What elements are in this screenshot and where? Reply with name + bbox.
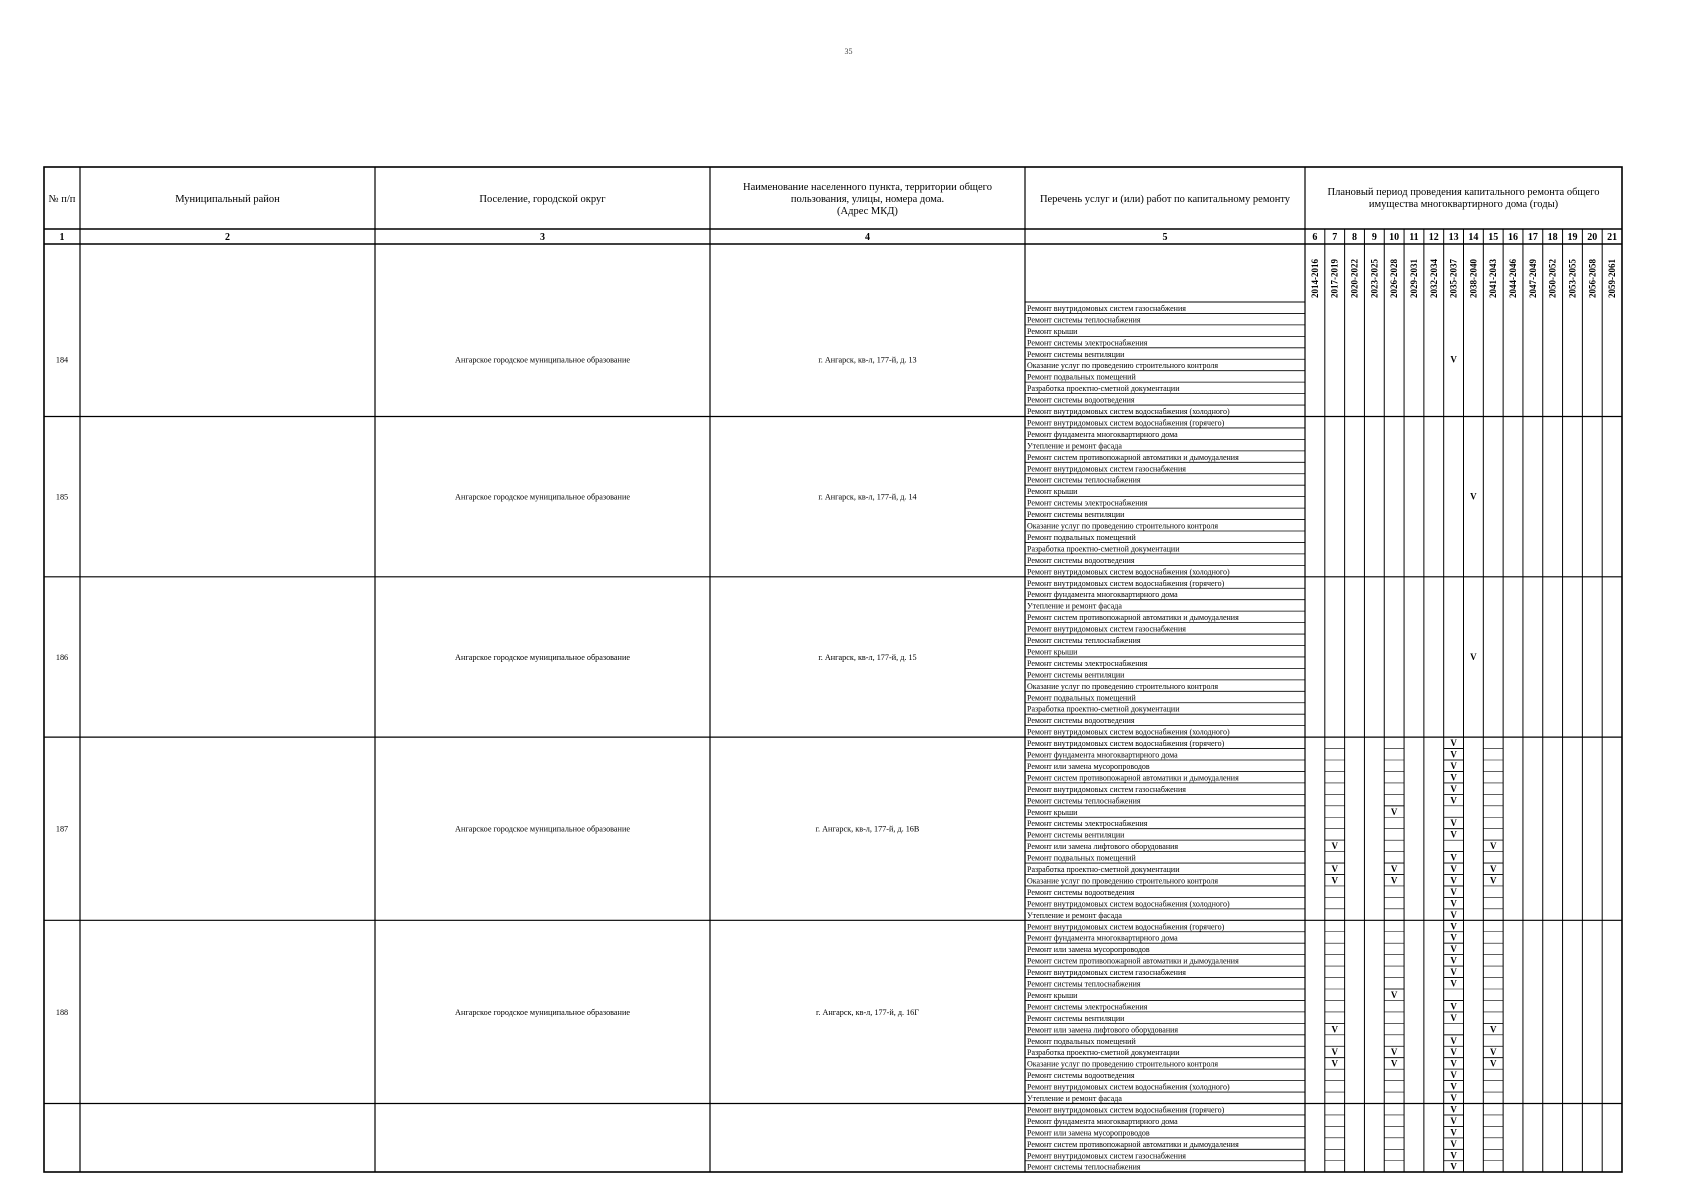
service-mark: V [1331,1058,1338,1069]
service-mark: V [1450,852,1457,863]
service-item: Ремонт внутридомовых систем водоснабжения (холодного) [1027,407,1230,416]
service-item: Ремонт внутридомовых систем водоснабжения (горячего) [1027,578,1225,588]
period-number: 18 [1547,232,1558,243]
service-item: Ремонт систем противопожарной автоматики и дымоудаления [1027,1139,1239,1149]
service-mark: V [1450,1115,1457,1126]
service-mark: V [1331,875,1338,886]
service-item: Разработка проектно-сметной документации [1027,544,1180,554]
period-label: 2029-2031 [1408,259,1419,298]
service-mark: V [1450,738,1457,749]
service-item: Ремонт крыши [1027,647,1078,657]
service-item: Ремонт системы электроснабжения [1027,658,1148,668]
service-mark: V [1450,1138,1457,1149]
service-item: Ремонт системы теплоснабжения [1027,636,1141,645]
service-item: Ремонт системы водоотведения [1027,555,1135,565]
service-mark: V [1450,1047,1457,1058]
period-number: 17 [1527,232,1538,243]
service-item: Оказание услуг по проведению строительного контроля [1027,361,1219,371]
service-mark: V [1450,1081,1457,1092]
service-item: Ремонт фундамента многоквартирного дома [1027,750,1178,760]
service-mark: V [1489,841,1497,852]
row-address: г. Ангарск, кв-л, 177-й, д. 16В [815,824,920,834]
service-mark: V [1450,864,1457,874]
header-address-line: пользования, улицы, номера дома. [790,194,945,205]
column-number: 2 [225,232,230,243]
service-item: Ремонт подвальных помещений [1027,693,1136,703]
service-mark: V [1450,829,1457,840]
service-mark: V [1390,1047,1398,1058]
period-label: 2050-2052 [1547,259,1558,298]
period-number: 12 [1428,232,1439,243]
period-number: 16 [1508,232,1519,243]
service-mark: V [1331,1024,1338,1035]
service-item: Ремонт или замена мусоропроводов [1027,761,1150,771]
service-mark: V [1450,1093,1457,1103]
service-item: Ремонт системы электроснабжения [1027,498,1148,508]
service-mark: V [1450,1150,1457,1161]
service-mark: V [1489,864,1497,874]
service-item: Ремонт внутридомовых систем водоснабжения (холодного) [1027,1082,1230,1092]
service-item: Ремонт фундамента многоквартирного дома [1027,933,1178,943]
service-item: Ремонт внутридомовых систем газоснабжения [1027,624,1186,634]
service-item: Ремонт системы водоотведения [1027,887,1135,897]
period-label: 2041-2043 [1488,259,1499,298]
service-item: Ремонт внутридомовых систем водоснабжения (холодного) [1027,567,1230,577]
service-mark: V [1450,921,1457,932]
service-mark: V [1450,818,1457,829]
service-mark: V [1489,1024,1497,1035]
service-item: Ремонт системы теплоснабжения [1027,475,1141,485]
service-mark: V [1450,1161,1457,1172]
period-label: 2023-2025 [1369,259,1380,298]
service-item: Ремонт подвальных помещений [1027,853,1136,863]
service-item: Утепление и ремонт фасада [1027,910,1122,920]
service-item: Разработка проектно-сметной документации [1027,384,1180,394]
row-summary-mark: V [1470,651,1477,662]
service-mark: V [1450,967,1457,978]
service-mark: V [1450,955,1457,966]
service-mark: V [1390,875,1398,886]
period-number: 10 [1389,232,1400,243]
row-summary-mark: V [1450,354,1457,365]
service-item: Оказание услуг по проведению строительного контроля [1027,1059,1219,1069]
service-item: Ремонт крыши [1027,807,1078,817]
service-item: Ремонт или замена лифтового оборудования [1027,842,1179,852]
service-mark: V [1450,932,1457,943]
service-mark: V [1450,944,1457,955]
table-frame [44,167,1622,1172]
service-item: Ремонт подвальных помещений [1027,1036,1136,1046]
row-number: 188 [55,1007,69,1017]
service-item: Ремонт подвальных помещений [1027,532,1136,542]
service-mark: V [1450,1104,1457,1115]
row-address: г. Ангарск, кв-л, 177-й, д. 14 [818,492,917,502]
period-label: 2032-2034 [1428,259,1439,298]
service-item: Ремонт системы вентиляции [1027,670,1125,680]
header-services: Перечень услуг и (или) работ по капитальному ремонту [1039,194,1291,205]
service-mark: V [1450,1127,1457,1138]
service-mark: V [1450,795,1457,806]
service-mark: V [1450,886,1457,897]
period-label: 2014-2016 [1309,259,1320,298]
service-item: Ремонт системы электроснабжения [1027,1002,1148,1012]
period-number: 11 [1409,232,1419,243]
period-number: 14 [1468,232,1479,243]
service-item: Оказание услуг по проведению строительного контроля [1027,876,1219,886]
service-item: Утепление и ремонт фасада [1027,441,1122,451]
service-item: Разработка проектно-сметной документации [1027,865,1180,874]
period-label: 2056-2058 [1587,259,1598,298]
column-number: 5 [1162,232,1168,243]
header-settlement: Поселение, городской округ [479,194,606,205]
service-item: Ремонт системы вентиляции [1027,349,1125,359]
column-number: 1 [59,232,65,243]
service-item: Ремонт крыши [1027,990,1078,1000]
column-number: 4 [865,232,870,243]
service-mark: V [1450,749,1457,760]
period-label: 2020-2022 [1349,259,1360,298]
service-item: Ремонт внутридомовых систем газоснабжения [1027,1151,1186,1161]
header-municipal-district: Муниципальный район [175,194,280,205]
service-mark: V [1450,898,1457,909]
period-number: 21 [1607,232,1618,243]
service-mark: V [1390,864,1398,874]
service-item: Ремонт внутридомовых систем водоснабжения (горячего) [1027,1105,1225,1115]
page-number: 35 [844,47,853,56]
service-item: Ремонт системы электроснабжения [1027,338,1148,348]
service-item: Ремонт систем противопожарной автоматики и дымоудаления [1027,613,1239,623]
header-period-line: Плановый период проведения капитального ремонта общего [1327,187,1600,198]
service-mark: V [1489,1047,1497,1058]
row-address: г. Ангарск, кв-л, 177-й, д. 16Г [815,1007,920,1017]
service-item: Утепление и ремонт фасада [1027,1094,1122,1103]
service-item: Ремонт или замена мусоропроводов [1027,945,1150,955]
service-mark: V [1450,1001,1457,1012]
period-label: 2059-2061 [1607,259,1618,298]
period-number: 7 [1332,232,1338,243]
period-label: 2053-2055 [1567,259,1578,298]
service-mark: V [1489,875,1497,886]
row-number: 184 [55,355,69,365]
service-item: Ремонт внутридомовых систем газоснабжения [1027,464,1186,474]
service-item: Ремонт внутридомовых систем водоснабжения (холодного) [1027,727,1230,737]
service-mark: V [1331,1047,1338,1058]
service-mark: V [1450,772,1457,783]
period-label: 2047-2049 [1527,259,1538,298]
row-settlement: Ангарское городское муниципальное образование [455,355,630,365]
service-mark: V [1390,806,1398,817]
service-item: Ремонт крыши [1027,326,1078,336]
service-item: Ремонт системы теплоснабжения [1027,1162,1141,1172]
service-item: Ремонт систем противопожарной автоматики и дымоудаления [1027,773,1239,783]
service-item: Ремонт систем противопожарной автоматики и дымоудаления [1027,956,1239,966]
service-item: Ремонт крыши [1027,487,1078,497]
period-label: 2035-2037 [1448,259,1459,298]
service-mark: V [1331,864,1338,874]
service-mark: V [1450,978,1457,989]
service-item: Ремонт или замена мусоропроводов [1027,1128,1150,1138]
period-label: 2026-2028 [1389,259,1400,298]
service-item: Разработка проектно-сметной документации [1027,1048,1180,1058]
column-number: 3 [540,232,545,243]
service-mark: V [1390,1058,1398,1069]
period-number: 19 [1567,232,1578,243]
header-no: № п/п [48,194,76,205]
service-item: Ремонт системы вентиляции [1027,1013,1125,1023]
service-mark: V [1450,783,1457,794]
service-mark: V [1450,1012,1457,1023]
service-mark: V [1450,1035,1457,1046]
service-item: Ремонт систем противопожарной автоматики и дымоудаления [1027,452,1239,462]
period-number: 9 [1371,232,1377,243]
row-number: 185 [55,492,69,502]
service-item: Ремонт внутридомовых систем водоснабжения (горячего) [1027,739,1225,749]
period-number: 15 [1488,232,1499,243]
service-item: Ремонт внутридомовых систем газоснабжения [1027,968,1186,978]
period-number: 20 [1587,232,1598,243]
row-number: 186 [55,652,69,662]
header-period-line: имущества многоквартирного дома (годы) [1368,199,1559,210]
service-item: Ремонт внутридомовых систем водоснабжения (горячего) [1027,922,1225,932]
header-address-line: (Адрес МКД) [837,206,898,217]
header-address-line: Наименование населенного пункта, территории общего [743,182,992,193]
row-summary-mark: V [1470,491,1477,502]
row-settlement: Ангарское городское муниципальное образование [455,652,630,662]
service-item: Ремонт системы теплоснабжения [1027,979,1141,989]
service-mark: V [1331,841,1338,852]
service-item: Утепление и ремонт фасада [1027,601,1122,611]
service-item: Ремонт фундамента многоквартирного дома [1027,429,1178,439]
period-label: 2044-2046 [1508,259,1519,298]
service-item: Ремонт внутридомовых систем газоснабжения [1027,784,1186,794]
row-settlement: Ангарское городское муниципальное образование [455,492,630,502]
service-mark: V [1450,875,1457,886]
service-mark: V [1489,1058,1497,1069]
service-item: Ремонт системы вентиляции [1027,510,1125,520]
service-item: Ремонт фундамента многоквартирного дома [1027,590,1178,600]
service-item: Ремонт внутридомовых систем водоснабжения (холодного) [1027,899,1230,909]
service-mark: V [1450,1070,1457,1081]
period-number: 13 [1448,232,1459,243]
row-number: 187 [55,824,69,834]
service-item: Ремонт подвальных помещений [1027,372,1136,382]
service-item: Ремонт системы теплоснабжения [1027,796,1141,806]
row-settlement: Ангарское городское муниципальное образование [455,824,630,834]
period-label: 2017-2019 [1329,259,1340,298]
service-item: Ремонт системы водоотведения [1027,716,1135,726]
service-item: Оказание услуг по проведению строительного контроля [1027,681,1219,691]
service-item: Ремонт системы водоотведения [1027,1071,1135,1081]
row-address: г. Ангарск, кв-л, 177-й, д. 15 [818,652,917,662]
service-mark: V [1450,1058,1457,1069]
service-item: Ремонт внутридомовых систем газоснабжения [1027,303,1186,313]
service-item: Ремонт системы вентиляции [1027,830,1125,840]
service-item: Ремонт внутридомовых систем водоснабжения (горячего) [1027,418,1225,428]
service-item: Ремонт фундамента многоквартирного дома [1027,1116,1178,1126]
service-item: Ремонт системы водоотведения [1027,395,1135,405]
service-item: Ремонт системы теплоснабжения [1027,315,1141,325]
service-item: Ремонт или замена лифтового оборудования [1027,1025,1179,1035]
row-address: г. Ангарск, кв-л, 177-й, д. 13 [818,355,917,365]
service-item: Разработка проектно-сметной документации [1027,704,1180,714]
period-number: 6 [1312,232,1318,243]
service-mark: V [1390,989,1398,1000]
period-number: 8 [1352,232,1358,243]
service-mark: V [1450,760,1457,771]
service-mark: V [1450,909,1457,920]
period-label: 2038-2040 [1468,259,1479,298]
service-item: Оказание услуг по проведению строительного контроля [1027,521,1219,531]
service-item: Ремонт системы электроснабжения [1027,819,1148,829]
row-settlement: Ангарское городское муниципальное образование [455,1007,630,1017]
